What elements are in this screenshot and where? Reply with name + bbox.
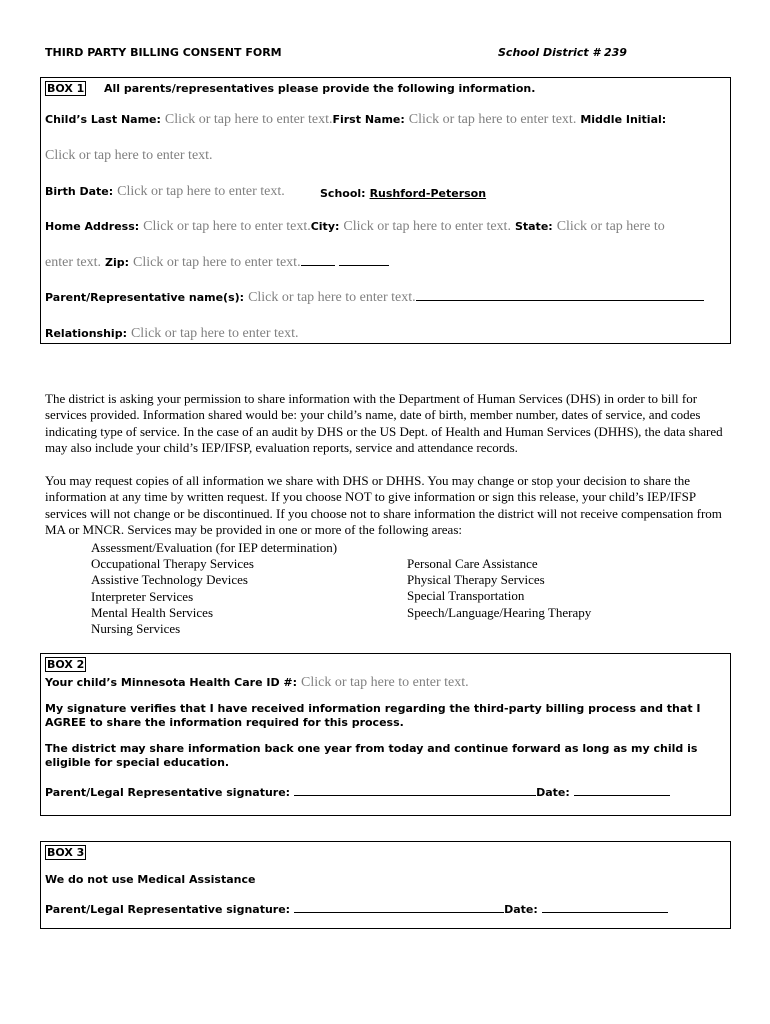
birth-date-label: Birth Date: xyxy=(45,185,114,198)
zip-blank-line xyxy=(301,255,335,266)
city-field[interactable]: Click or tap here to enter text. xyxy=(343,219,511,234)
parent-name-field[interactable]: Click or tap here to enter text. xyxy=(248,290,416,305)
agree-statement: My signature verifies that I have received information regarding the third-party billing process and that I AGREE to share the information required for this process. xyxy=(45,702,701,729)
box-1-label: BOX 1 xyxy=(47,82,85,95)
health-id-row xyxy=(45,673,469,691)
service-item: Assistive Technology Devices xyxy=(91,572,248,588)
zip-field[interactable]: Click or tap here to enter text. xyxy=(133,255,301,270)
service-item: Physical Therapy Services xyxy=(407,572,545,588)
parent-name-line xyxy=(416,290,704,301)
school-label: School: xyxy=(320,187,366,200)
birth-date-field[interactable]: Click or tap here to enter text. xyxy=(117,184,285,199)
middle-initial-label: Middle Initial: xyxy=(580,113,667,126)
services-list-right xyxy=(407,556,591,621)
home-address-label: Home Address: xyxy=(45,220,140,233)
box-1-instruction: All parents/representatives please provide the following information. xyxy=(104,82,536,95)
zip-row xyxy=(45,253,389,271)
first-name-label: First Name: xyxy=(332,113,405,126)
health-id-field[interactable]: Click or tap here to enter text. xyxy=(301,675,469,690)
city-label: City: xyxy=(310,220,340,233)
last-name-label: Child’s Last Name: xyxy=(45,113,161,126)
home-address-field[interactable]: Click or tap here to enter text. xyxy=(143,219,311,234)
signature-line[interactable] xyxy=(294,902,504,913)
form-title: THIRD PARTY BILLING CONSENT FORM xyxy=(45,46,282,59)
name-row xyxy=(45,110,666,128)
share-statement: The district may share information back one year from today and continue forward as long as my child is eligible for special education. xyxy=(45,742,698,769)
box-3-signature-row xyxy=(45,900,668,918)
relationship-field[interactable]: Click or tap here to enter text. xyxy=(130,326,299,341)
first-name-field[interactable]: Click or tap here to enter text. xyxy=(408,112,577,127)
parent-row xyxy=(45,288,704,306)
date-label: Date: xyxy=(504,903,538,916)
service-item: Special Transportation xyxy=(407,588,525,604)
services-list-left xyxy=(91,540,337,637)
middle-initial-field[interactable]: Click or tap here to enter text. xyxy=(45,148,213,163)
box-2-label: BOX 2 xyxy=(47,658,85,671)
signature-line[interactable] xyxy=(294,785,536,796)
relationship-label: Relationship: xyxy=(45,327,127,340)
service-item: Interpreter Services xyxy=(91,588,194,604)
box-2-signature-row xyxy=(45,783,670,801)
service-item: Occupational Therapy Services xyxy=(91,556,254,572)
district-name: School District # 239 xyxy=(498,46,627,59)
signature-label: Parent/Legal Representative signature: xyxy=(45,903,291,916)
box-3 xyxy=(40,841,731,929)
box-1 xyxy=(40,77,731,344)
service-item: Mental Health Services xyxy=(91,604,214,620)
health-id-label: Your child’s Minnesota Health Care ID #: xyxy=(45,676,298,689)
state-label: State: xyxy=(514,220,553,233)
signature-label: Parent/Legal Representative signature: xyxy=(45,786,291,799)
box-2 xyxy=(40,653,731,816)
rights-paragraph: You may request copies of all information we share with DHS or DHHS. You may change or stop your decision to share the information at any time by written request. If you choose NOT to give information or sign this release, your child’s IEP/IFSP services will not change or be discontinued. If you choose not to share information the district will not receive compensation from MA or MNCR. Services may be provided in one or more of the following areas: xyxy=(45,473,722,538)
date-line[interactable] xyxy=(542,902,668,913)
birth-school-row xyxy=(45,182,285,200)
last-name-field[interactable]: Click or tap here to enter text. xyxy=(164,112,333,127)
date-line[interactable] xyxy=(574,785,670,796)
box-3-label: BOX 3 xyxy=(47,846,85,859)
service-item: Assessment/Evaluation (for IEP determination) xyxy=(91,540,338,555)
service-item: Speech/Language/Hearing Therapy xyxy=(407,604,592,620)
zip-blank-line-2 xyxy=(339,255,389,266)
no-ma-statement: We do not use Medical Assistance xyxy=(45,873,256,886)
relationship-row xyxy=(45,324,299,342)
service-item: Personal Care Assistance xyxy=(407,556,538,571)
zip-label: Zip: xyxy=(104,256,130,269)
permission-paragraph: The district is asking your permission to share information with the Department of Human Services (DHS) in order to bill for services provided. Information shared would be: your child’s name, date of birth, member number, dates of service, and codes indicating type of service. In the case of an audit by DHS or the US Dept. of Health and Human Services (DHHS), the data shared may also include your child’s IEP/IFSP, evaluation reports, service and attendance records. xyxy=(45,391,723,456)
service-item: Nursing Services xyxy=(91,621,181,637)
parent-name-label: Parent/Representative name(s): xyxy=(45,291,245,304)
school-value: Rushford-Peterson xyxy=(369,187,487,200)
state-field-continued[interactable]: enter text. xyxy=(45,255,101,270)
state-field[interactable]: Click or tap here to xyxy=(556,219,665,234)
address-row xyxy=(45,217,665,235)
date-label: Date: xyxy=(536,786,570,799)
